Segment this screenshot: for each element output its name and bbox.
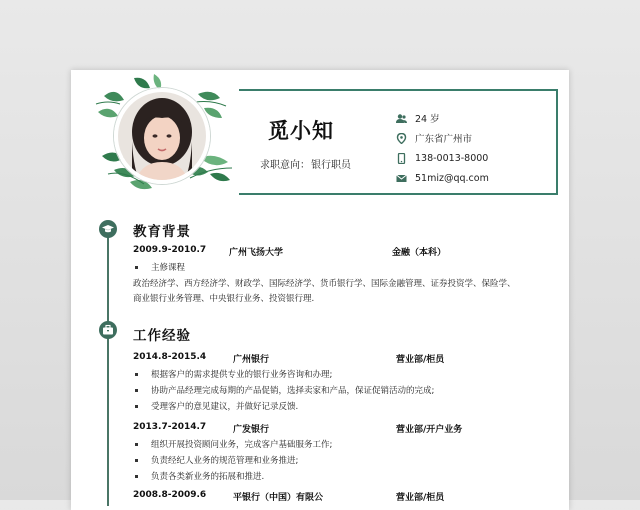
job-duty: 协助产品经理完成每期的产品促销，选择卖家和产品，保证促销活动的完成; bbox=[151, 386, 435, 396]
job-position: 营业部/柜员 bbox=[396, 355, 445, 365]
header-frame-top bbox=[239, 89, 558, 91]
edu-period: 2009.9-2010.7 bbox=[133, 245, 207, 255]
job-intent bbox=[246, 156, 364, 171]
job-position: 营业部/开户业务 bbox=[396, 425, 463, 435]
info-phone bbox=[396, 148, 489, 168]
edu-courses-line2: 商业银行业务管理、中央银行业务、投资银行理. bbox=[133, 294, 315, 304]
info-age bbox=[396, 108, 489, 128]
education-section-title: 教育背景 bbox=[133, 224, 191, 240]
job-duty: 组织开展投资顾问业务，完成客户基础服务工作; bbox=[151, 440, 333, 450]
bullet-icon bbox=[135, 266, 138, 269]
edu-major: 金融（本科） bbox=[392, 248, 447, 258]
bullet-icon bbox=[135, 475, 138, 478]
age-text: 24 岁 bbox=[415, 114, 440, 125]
job-company: 广州银行 bbox=[233, 355, 270, 365]
job-company: 广发银行 bbox=[233, 425, 270, 435]
job-company: 平银行（中国）有限公 bbox=[233, 493, 324, 503]
mail-icon bbox=[396, 173, 407, 184]
contact-info bbox=[396, 108, 489, 188]
bullet-icon bbox=[135, 373, 138, 376]
graduation-cap-icon bbox=[102, 223, 114, 235]
job-duty: 负责经纪人业务的规范管理和业务推进; bbox=[151, 456, 299, 466]
email-text: 51miz@qq.com bbox=[415, 172, 489, 184]
edu-bullet-text: 主修课程 bbox=[151, 263, 186, 273]
phone-text: 138-0013-8000 bbox=[415, 152, 489, 164]
job-duty: 受理客户的意见建议，并做好记录反馈. bbox=[151, 402, 299, 412]
header-frame-right bbox=[556, 89, 558, 195]
bullet-icon bbox=[135, 459, 138, 462]
bullet-icon bbox=[135, 405, 138, 408]
timeline-line bbox=[107, 231, 109, 506]
edu-courses-line1: 政治经济学、西方经济学、财政学、国际经济学、货币银行学、国际金融管理、证券投资学、保险学、 bbox=[133, 279, 516, 289]
avatar bbox=[114, 88, 210, 184]
job-intent-value: 银行职员 bbox=[311, 160, 351, 171]
briefcase-icon bbox=[102, 324, 114, 336]
location-pin-icon bbox=[396, 133, 407, 144]
user-icon bbox=[396, 113, 407, 124]
location-text: 广东省广州市 bbox=[415, 134, 473, 145]
profile-photo-area bbox=[94, 74, 234, 194]
candidate-name: 觅小知 bbox=[268, 119, 334, 143]
header-frame-bottom bbox=[239, 193, 558, 195]
education-section-icon bbox=[99, 220, 117, 238]
job-period: 2013.7-2014.7 bbox=[133, 422, 207, 432]
job-period: 2014.8-2015.4 bbox=[133, 352, 207, 362]
job-intent-label: 求职意向： bbox=[260, 160, 310, 171]
work-section-title: 工作经验 bbox=[133, 328, 191, 344]
job-duty: 负责各类新业务的拓展和推进. bbox=[151, 472, 265, 482]
job-position: 营业部/柜员 bbox=[396, 493, 445, 503]
info-location bbox=[396, 128, 489, 148]
bullet-icon bbox=[135, 389, 138, 392]
edu-school: 广州飞扬大学 bbox=[229, 248, 284, 258]
info-email bbox=[396, 168, 489, 188]
phone-icon bbox=[396, 153, 407, 164]
job-period: 2008.8-2009.6 bbox=[133, 490, 207, 500]
job-duty: 根据客户的需求提供专业的银行业务咨询和办理; bbox=[151, 370, 333, 380]
bullet-icon bbox=[135, 443, 138, 446]
work-section-icon bbox=[99, 321, 117, 339]
